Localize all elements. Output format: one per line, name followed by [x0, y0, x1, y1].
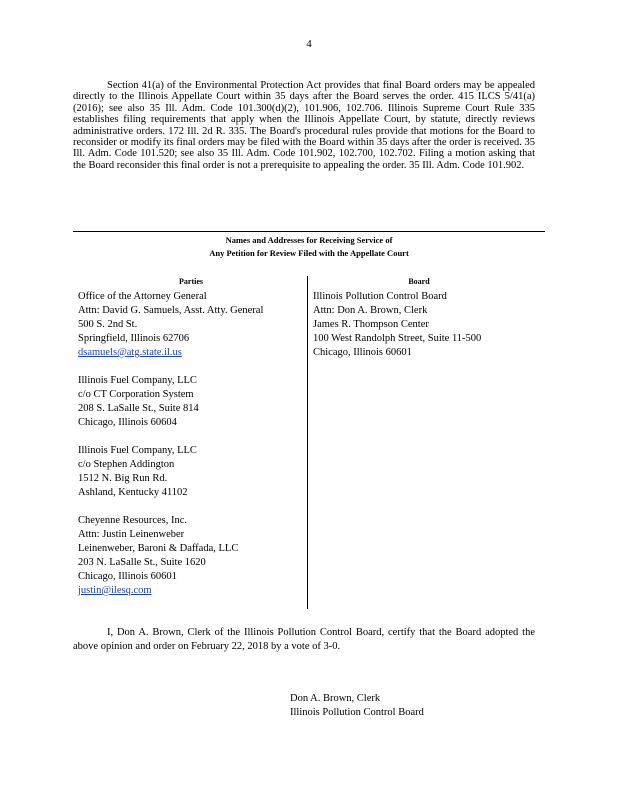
party-line: Illinois Fuel Company, LLC [78, 445, 197, 456]
service-heading [73, 234, 545, 260]
party-attorney-general [78, 290, 304, 360]
certification-text: I, Don A. Brown, Clerk of the Illinois Pollution Control Board, certify that the Board adopted the above opinion and order on February 22, 2018 by a vote of 3-0. [73, 627, 535, 652]
party-line: Chicago, Illinois 60604 [78, 417, 177, 428]
party-line: Springfield, Illinois 62706 [78, 333, 190, 344]
party-line: Attn: David G. Samuels, Asst. Atty. General [78, 305, 264, 316]
party-line: 1512 N. Big Run Rd. [78, 473, 168, 484]
signature-name: Don A. Brown, Clerk [290, 693, 381, 704]
parties-column [78, 290, 304, 612]
appeal-rights-paragraph [73, 80, 535, 171]
party-line: 500 S. 2nd St. [78, 319, 138, 330]
party-email-link[interactable]: justin@ilesq.com [78, 585, 152, 596]
party-line: 208 S. LaSalle St., Suite 814 [78, 403, 199, 414]
board-line: 100 West Randolph Street, Suite 11-500 [313, 333, 482, 344]
party-email-link[interactable]: dsamuels@atg.state.il.us [78, 347, 182, 358]
section-divider [73, 231, 545, 232]
party-illinois-fuel-ct [78, 374, 304, 430]
party-line: Office of the Attorney General [78, 291, 207, 302]
certification-paragraph [73, 626, 535, 653]
party-illinois-fuel-addington [78, 444, 304, 500]
party-line: Chicago, Illinois 60601 [78, 571, 177, 582]
board-column-heading: Board [408, 277, 430, 286]
board-line: Chicago, Illinois 60601 [313, 347, 412, 358]
appeal-rights-text: Section 41(a) of the Environmental Protection Act provides that final Board orders may be appealed directly to the Illinois Appellate Court within 35 days after the Board serves the order. 415 ILCS 5/41(a) (2016); see also 35 Ill. Adm. Code 101.300(d)(2), 101.906, 102.706. Illinois Supreme Court Rule 335 establishes filing requirements that apply when the Illinois Appellate Court, by statute, directly reviews administrative orders. 172 Ill. 2d R. 335. The Board's procedural rules provide that motions for the Board to reconsider or modify its final orders may be filed with the Board within 35 days after the order is received. 35 Ill. Adm. Code 101.520; see also 35 Ill. Adm. Code 101.902, 102.700, 102.702. Filing a motion asking that the Board reconsider this final order is not a prerequisite to appealing the order. 35 Ill. Adm. Code 101.902. [73, 80, 535, 171]
party-line: Leinenweber, Baroni & Daffada, LLC [78, 543, 239, 554]
column-divider [307, 276, 308, 609]
service-heading-line-2: Any Petition for Review Filed with the Appellate Court [209, 248, 409, 258]
party-line: Attn: Justin Leinenweber [78, 529, 185, 540]
party-cheyenne-resources [78, 514, 304, 598]
board-address [313, 290, 545, 360]
party-line: c/o Stephen Addington [78, 459, 175, 470]
signature-org: Illinois Pollution Control Board [290, 706, 424, 718]
party-line: Cheyenne Resources, Inc. [78, 515, 188, 526]
board-column [313, 290, 545, 374]
parties-column-heading: Parties [179, 277, 203, 286]
party-line: Illinois Fuel Company, LLC [78, 375, 197, 386]
page-number: 4 [306, 38, 312, 50]
board-line: James R. Thompson Center [313, 319, 429, 330]
party-line: 203 N. LaSalle St., Suite 1620 [78, 557, 206, 568]
service-heading-line-1: Names and Addresses for Receiving Service of [225, 235, 393, 245]
party-line: Ashland, Kentucky 41102 [78, 487, 188, 498]
signature-block [290, 692, 424, 719]
board-line: Illinois Pollution Control Board [313, 291, 447, 302]
party-line: c/o CT Corporation System [78, 389, 194, 400]
board-line: Attn: Don A. Brown, Clerk [313, 305, 428, 316]
